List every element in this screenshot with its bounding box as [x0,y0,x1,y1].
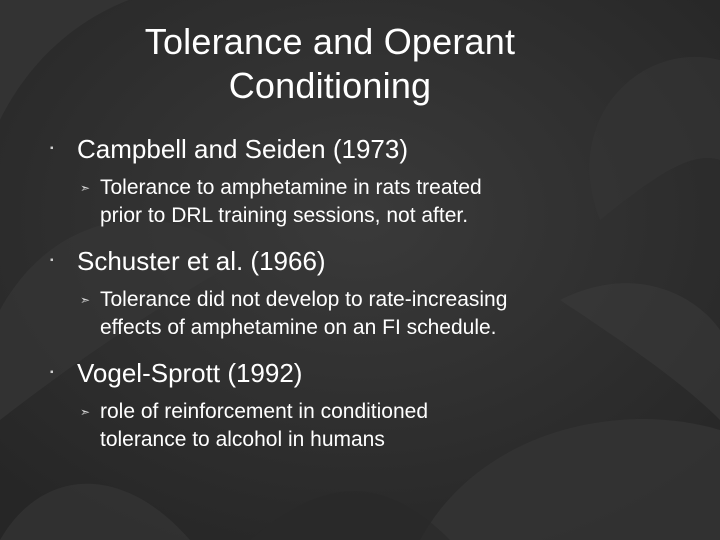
sub-bullet-campbell-seiden [80,174,640,230]
sub-bullet-vogel-sprott [80,398,640,454]
title-line-1: Tolerance and Operant [144,21,516,62]
sub-bullet-schuster [80,286,640,342]
sub-bullet-line-1: role of reinforcement in conditioned [100,400,429,423]
arrow-bullet-icon: ➣ [80,293,91,307]
sub-bullet-line-2: tolerance to alcohol in humans [100,428,385,451]
square-bullet-icon: ▪ [50,143,54,154]
arrow-bullet-icon: ➣ [80,405,91,419]
square-bullet-icon: ▪ [50,255,54,266]
sub-bullet-line-2: prior to DRL training sessions, not after. [100,204,469,227]
title-line-2: Conditioning [228,65,432,106]
arrow-bullet-icon: ➣ [80,181,91,195]
bullet-heading: Campbell and Seiden (1973) [77,134,408,164]
bullet-heading: Vogel-Sprott (1992) [77,358,303,388]
sub-bullet-line-1: Tolerance did not develop to rate-increasing [100,288,508,311]
sub-bullet-line-2: effects of amphetamine on an FI schedule. [100,316,497,339]
square-bullet-icon: ▪ [50,367,54,378]
bullet-heading: Schuster et al. (1966) [77,246,326,276]
sub-bullet-line-1: Tolerance to amphetamine in rats treated [100,176,482,199]
